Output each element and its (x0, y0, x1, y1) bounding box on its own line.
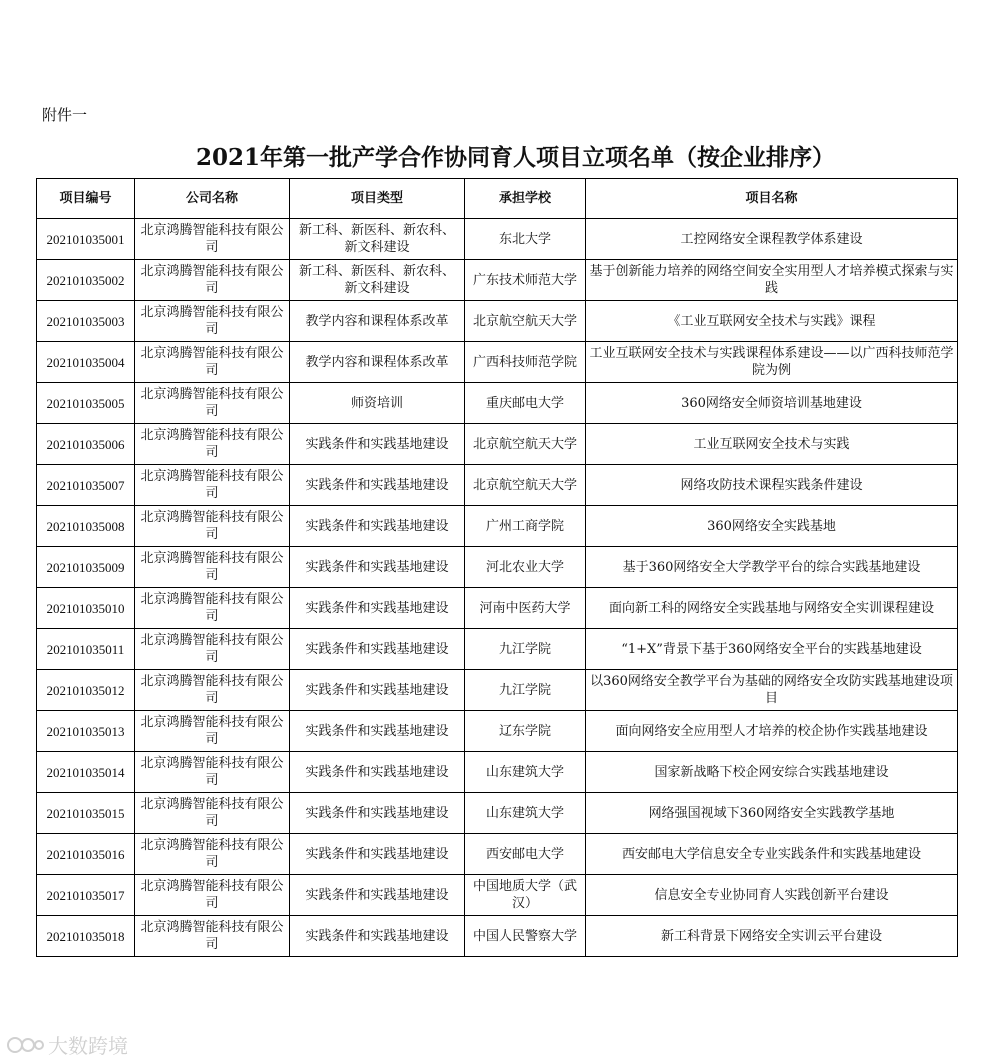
table-row (37, 506, 958, 547)
table-row (37, 834, 958, 875)
project-id: 202101035011 (37, 629, 135, 670)
school-name: 河南中医药大学 (465, 588, 586, 629)
project-name: 新工科背景下网络安全实训云平台建设 (586, 916, 958, 957)
project-type: 实践条件和实践基地建设 (290, 588, 465, 629)
project-type: 教学内容和课程体系改革 (290, 342, 465, 383)
header-project-name: 项目名称 (586, 179, 958, 219)
company-name: 北京鸿腾智能科技有限公司 (135, 875, 290, 916)
project-type: 实践条件和实践基地建设 (290, 629, 465, 670)
project-table (36, 178, 958, 957)
company-name: 北京鸿腾智能科技有限公司 (135, 834, 290, 875)
table-row (37, 301, 958, 342)
project-id: 202101035005 (37, 383, 135, 424)
school-name: 山东建筑大学 (465, 752, 586, 793)
school-name: 中国地质大学（武汉） (465, 875, 586, 916)
school-name: 九江学院 (465, 670, 586, 711)
table-row (37, 424, 958, 465)
project-id: 202101035007 (37, 465, 135, 506)
project-name: 国家新战略下校企网安综合实践基地建设 (586, 752, 958, 793)
table-row (37, 342, 958, 383)
project-type: 实践条件和实践基地建设 (290, 506, 465, 547)
project-type: 实践条件和实践基地建设 (290, 547, 465, 588)
project-id: 202101035016 (37, 834, 135, 875)
company-name: 北京鸿腾智能科技有限公司 (135, 711, 290, 752)
project-type: 教学内容和课程体系改革 (290, 301, 465, 342)
table-row (37, 670, 958, 711)
table-row (37, 260, 958, 301)
project-name: 工业互联网安全技术与实践 (586, 424, 958, 465)
school-name: 广州工商学院 (465, 506, 586, 547)
table-row (37, 629, 958, 670)
project-name: 网络攻防技术课程实践条件建设 (586, 465, 958, 506)
table-row (37, 875, 958, 916)
project-name: 360网络安全实践基地 (586, 506, 958, 547)
company-name: 北京鸿腾智能科技有限公司 (135, 670, 290, 711)
project-type: 实践条件和实践基地建设 (290, 711, 465, 752)
project-id: 202101035012 (37, 670, 135, 711)
project-name: 网络强国视域下360网络安全实践教学基地 (586, 793, 958, 834)
project-id: 202101035001 (37, 219, 135, 260)
project-name: 《工业互联网安全技术与实践》课程 (586, 301, 958, 342)
project-id: 202101035009 (37, 547, 135, 588)
project-id: 202101035017 (37, 875, 135, 916)
company-name: 北京鸿腾智能科技有限公司 (135, 629, 290, 670)
header-project-type: 项目类型 (290, 179, 465, 219)
company-name: 北京鸿腾智能科技有限公司 (135, 506, 290, 547)
project-type: 实践条件和实践基地建设 (290, 834, 465, 875)
table-row (37, 916, 958, 957)
project-name: 信息安全专业协同育人实践创新平台建设 (586, 875, 958, 916)
project-name: “1+X”背景下基于360网络安全平台的实践基地建设 (586, 629, 958, 670)
company-name: 北京鸿腾智能科技有限公司 (135, 547, 290, 588)
watermark-text: 大数跨境 (48, 1034, 128, 1058)
table-body (37, 219, 958, 957)
project-type: 实践条件和实践基地建设 (290, 465, 465, 506)
project-type: 实践条件和实践基地建设 (290, 875, 465, 916)
project-name: 面向新工科的网络安全实践基地与网络安全实训课程建设 (586, 588, 958, 629)
project-name: 工业互联网安全技术与实践课程体系建设——以广西科技师范学院为例 (586, 342, 958, 383)
school-name: 山东建筑大学 (465, 793, 586, 834)
school-name: 广西科技师范学院 (465, 342, 586, 383)
project-id: 202101035003 (37, 301, 135, 342)
project-name: 西安邮电大学信息安全专业实践条件和实践基地建设 (586, 834, 958, 875)
school-name: 九江学院 (465, 629, 586, 670)
company-name: 北京鸿腾智能科技有限公司 (135, 793, 290, 834)
company-name: 北京鸿腾智能科技有限公司 (135, 342, 290, 383)
school-name: 重庆邮电大学 (465, 383, 586, 424)
project-name: 工控网络安全课程教学体系建设 (586, 219, 958, 260)
project-type: 实践条件和实践基地建设 (290, 916, 465, 957)
table-row (37, 752, 958, 793)
school-name: 西安邮电大学 (465, 834, 586, 875)
project-type: 师资培训 (290, 383, 465, 424)
project-id: 202101035008 (37, 506, 135, 547)
company-name: 北京鸿腾智能科技有限公司 (135, 752, 290, 793)
project-type: 实践条件和实践基地建设 (290, 424, 465, 465)
project-name: 360网络安全师资培训基地建设 (586, 383, 958, 424)
table-row (37, 793, 958, 834)
school-name: 东北大学 (465, 219, 586, 260)
table-row (37, 219, 958, 260)
school-name: 辽东学院 (465, 711, 586, 752)
school-name: 广东技术师范大学 (465, 260, 586, 301)
project-id: 202101035014 (37, 752, 135, 793)
project-id: 202101035018 (37, 916, 135, 957)
company-name: 北京鸿腾智能科技有限公司 (135, 260, 290, 301)
school-name: 北京航空航天大学 (465, 465, 586, 506)
company-name: 北京鸿腾智能科技有限公司 (135, 588, 290, 629)
school-name: 河北农业大学 (465, 547, 586, 588)
company-name: 北京鸿腾智能科技有限公司 (135, 424, 290, 465)
table-row (37, 465, 958, 506)
school-name: 中国人民警察大学 (465, 916, 586, 957)
attachment-label: 附件一 (42, 106, 88, 124)
table-header-row (37, 179, 958, 219)
project-id: 202101035002 (37, 260, 135, 301)
table-row (37, 383, 958, 424)
project-id: 202101035004 (37, 342, 135, 383)
table-row (37, 588, 958, 629)
company-name: 北京鸿腾智能科技有限公司 (135, 383, 290, 424)
page-title: 2021年第一批产学合作协同育人项目立项名单（按企业排序） (196, 144, 836, 171)
project-name: 基于360网络安全大学教学平台的综合实践基地建设 (586, 547, 958, 588)
company-name: 北京鸿腾智能科技有限公司 (135, 916, 290, 957)
brand-logo-icon (6, 1035, 44, 1055)
project-type: 新工科、新医科、新农科、新文科建设 (290, 219, 465, 260)
school-name: 北京航空航天大学 (465, 301, 586, 342)
project-type: 实践条件和实践基地建设 (290, 752, 465, 793)
company-name: 北京鸿腾智能科技有限公司 (135, 219, 290, 260)
project-id: 202101035013 (37, 711, 135, 752)
company-name: 北京鸿腾智能科技有限公司 (135, 465, 290, 506)
header-project-id: 项目编号 (37, 179, 135, 219)
project-type: 实践条件和实践基地建设 (290, 670, 465, 711)
watermark (6, 1030, 128, 1059)
header-school: 承担学校 (465, 179, 586, 219)
project-id: 202101035015 (37, 793, 135, 834)
header-company: 公司名称 (135, 179, 290, 219)
company-name: 北京鸿腾智能科技有限公司 (135, 301, 290, 342)
school-name: 北京航空航天大学 (465, 424, 586, 465)
project-name: 以360网络安全教学平台为基础的网络安全攻防实践基地建设项目 (586, 670, 958, 711)
table-row (37, 711, 958, 752)
project-name: 面向网络安全应用型人才培养的校企协作实践基地建设 (586, 711, 958, 752)
project-type: 新工科、新医科、新农科、新文科建设 (290, 260, 465, 301)
project-id: 202101035006 (37, 424, 135, 465)
project-type: 实践条件和实践基地建设 (290, 793, 465, 834)
project-id: 202101035010 (37, 588, 135, 629)
table-row (37, 547, 958, 588)
project-name: 基于创新能力培养的网络空间安全实用型人才培养模式探索与实践 (586, 260, 958, 301)
